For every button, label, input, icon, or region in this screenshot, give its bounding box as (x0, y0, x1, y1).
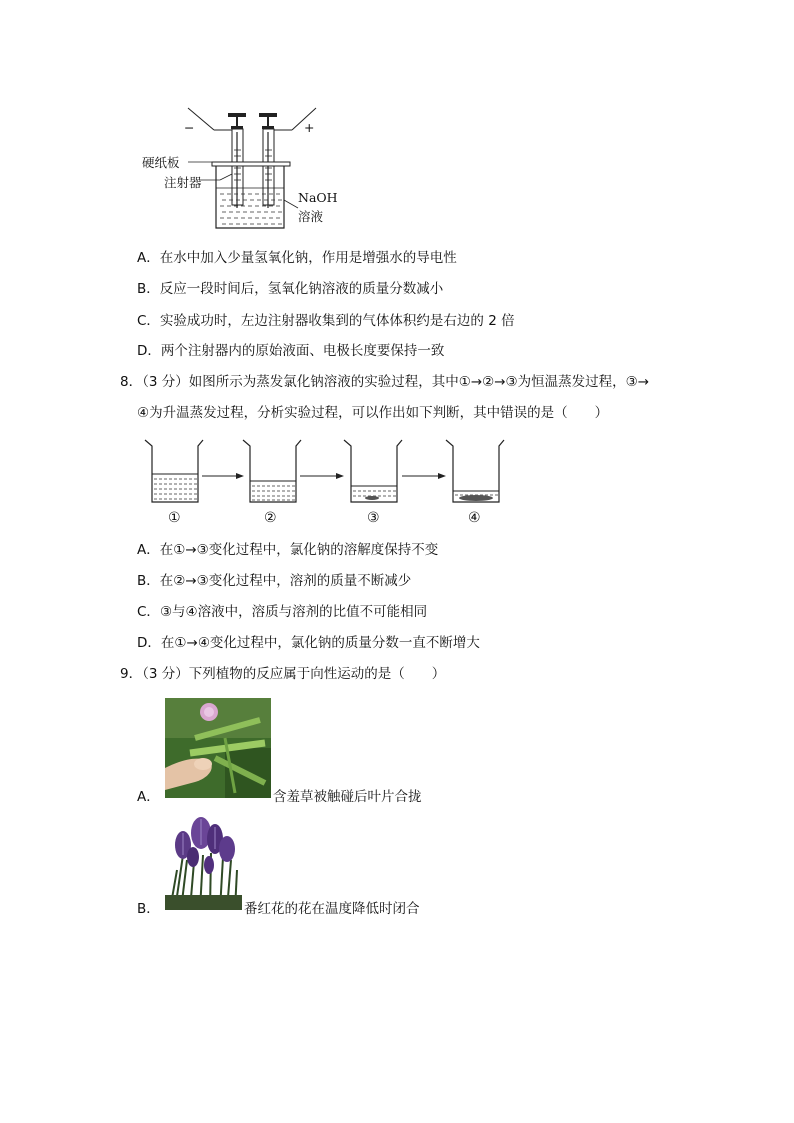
crocus-photo (165, 815, 242, 910)
beaker-3 (344, 440, 402, 502)
beaker-2 (243, 440, 301, 502)
q8-stem-line-2: ④为升温蒸发过程，分析实验过程，可以作出如下判断，其中错误的是（ ） (137, 405, 609, 421)
option-letter: A． (137, 789, 160, 805)
beaker-label-3: ③ (367, 510, 380, 526)
option-letter: A． (137, 250, 160, 266)
beaker-1 (145, 440, 203, 502)
q8-option-d (137, 634, 480, 652)
q8-option-c (137, 603, 427, 621)
option-text: 反应一段时间后，氢氧化钠溶液的质量分数减小 (159, 281, 444, 297)
q8-option-b (137, 572, 411, 590)
option-letter: D． (137, 343, 161, 359)
option-letter: B． (137, 281, 160, 297)
option-text: 在②→③变化过程中，溶剂的质量不断减少 (159, 573, 412, 589)
plus-sign: + (304, 120, 315, 135)
beaker-label-4: ④ (468, 510, 481, 526)
option-letter: D． (137, 635, 161, 651)
q7-option-b (137, 280, 443, 298)
option-text: 在水中加入少量氢氧化钠，作用是增强水的导电性 (159, 250, 457, 266)
q7-option-d (137, 342, 444, 360)
minus-sign: − (184, 120, 195, 135)
q8-stem-line-1: 8．（3 分）如图所示为蒸发氯化钠溶液的实验过程，其中①→②→③为恒温蒸发过程，③→ (120, 374, 650, 390)
q7-option-c (137, 312, 515, 330)
option-letter: B． (137, 573, 160, 589)
option-text: 实验成功时，左边注射器收集到的气体体积约是右边的 2 倍 (159, 313, 515, 329)
q9-option-b-text: 番红花的花在温度降低时闭合 (244, 901, 420, 917)
q8-option-a (137, 541, 438, 559)
q9-stem: 9．（3 分）下列植物的反应属于向性运动的是（ ） (120, 666, 446, 682)
option-letter: A． (137, 542, 160, 558)
beaker-4 (446, 440, 504, 502)
evaporation-beakers-diagram (140, 436, 510, 508)
option-text: 在①→③变化过程中，氯化钠的溶解度保持不变 (159, 542, 439, 558)
q9-option-a-text: 含羞草被触碰后叶片合拢 (273, 789, 422, 805)
q7-option-a (137, 249, 457, 267)
cardboard-label: 硬纸板 (142, 155, 180, 170)
syringe-label: 注射器 (164, 175, 202, 190)
option-text: 两个注射器内的原始液面、电极长度要保持一致 (160, 343, 445, 359)
option-text: ③与④溶液中，溶质与溶剂的比值不可能相同 (159, 604, 428, 620)
option-letter: B． (137, 901, 160, 917)
solution-label-formula: NaOH (298, 190, 338, 205)
option-letter: C． (137, 604, 160, 620)
mimosa-photo (165, 698, 271, 798)
beaker-label-1: ① (168, 510, 181, 526)
option-letter: C． (137, 313, 160, 329)
solution-label-text: 溶液 (298, 209, 324, 224)
option-text: 在①→④变化过程中，氯化钠的质量分数一直不断增大 (160, 635, 480, 651)
q9-option-a (137, 788, 160, 806)
q9-option-b (137, 900, 160, 918)
beaker-label-2: ② (264, 510, 277, 526)
